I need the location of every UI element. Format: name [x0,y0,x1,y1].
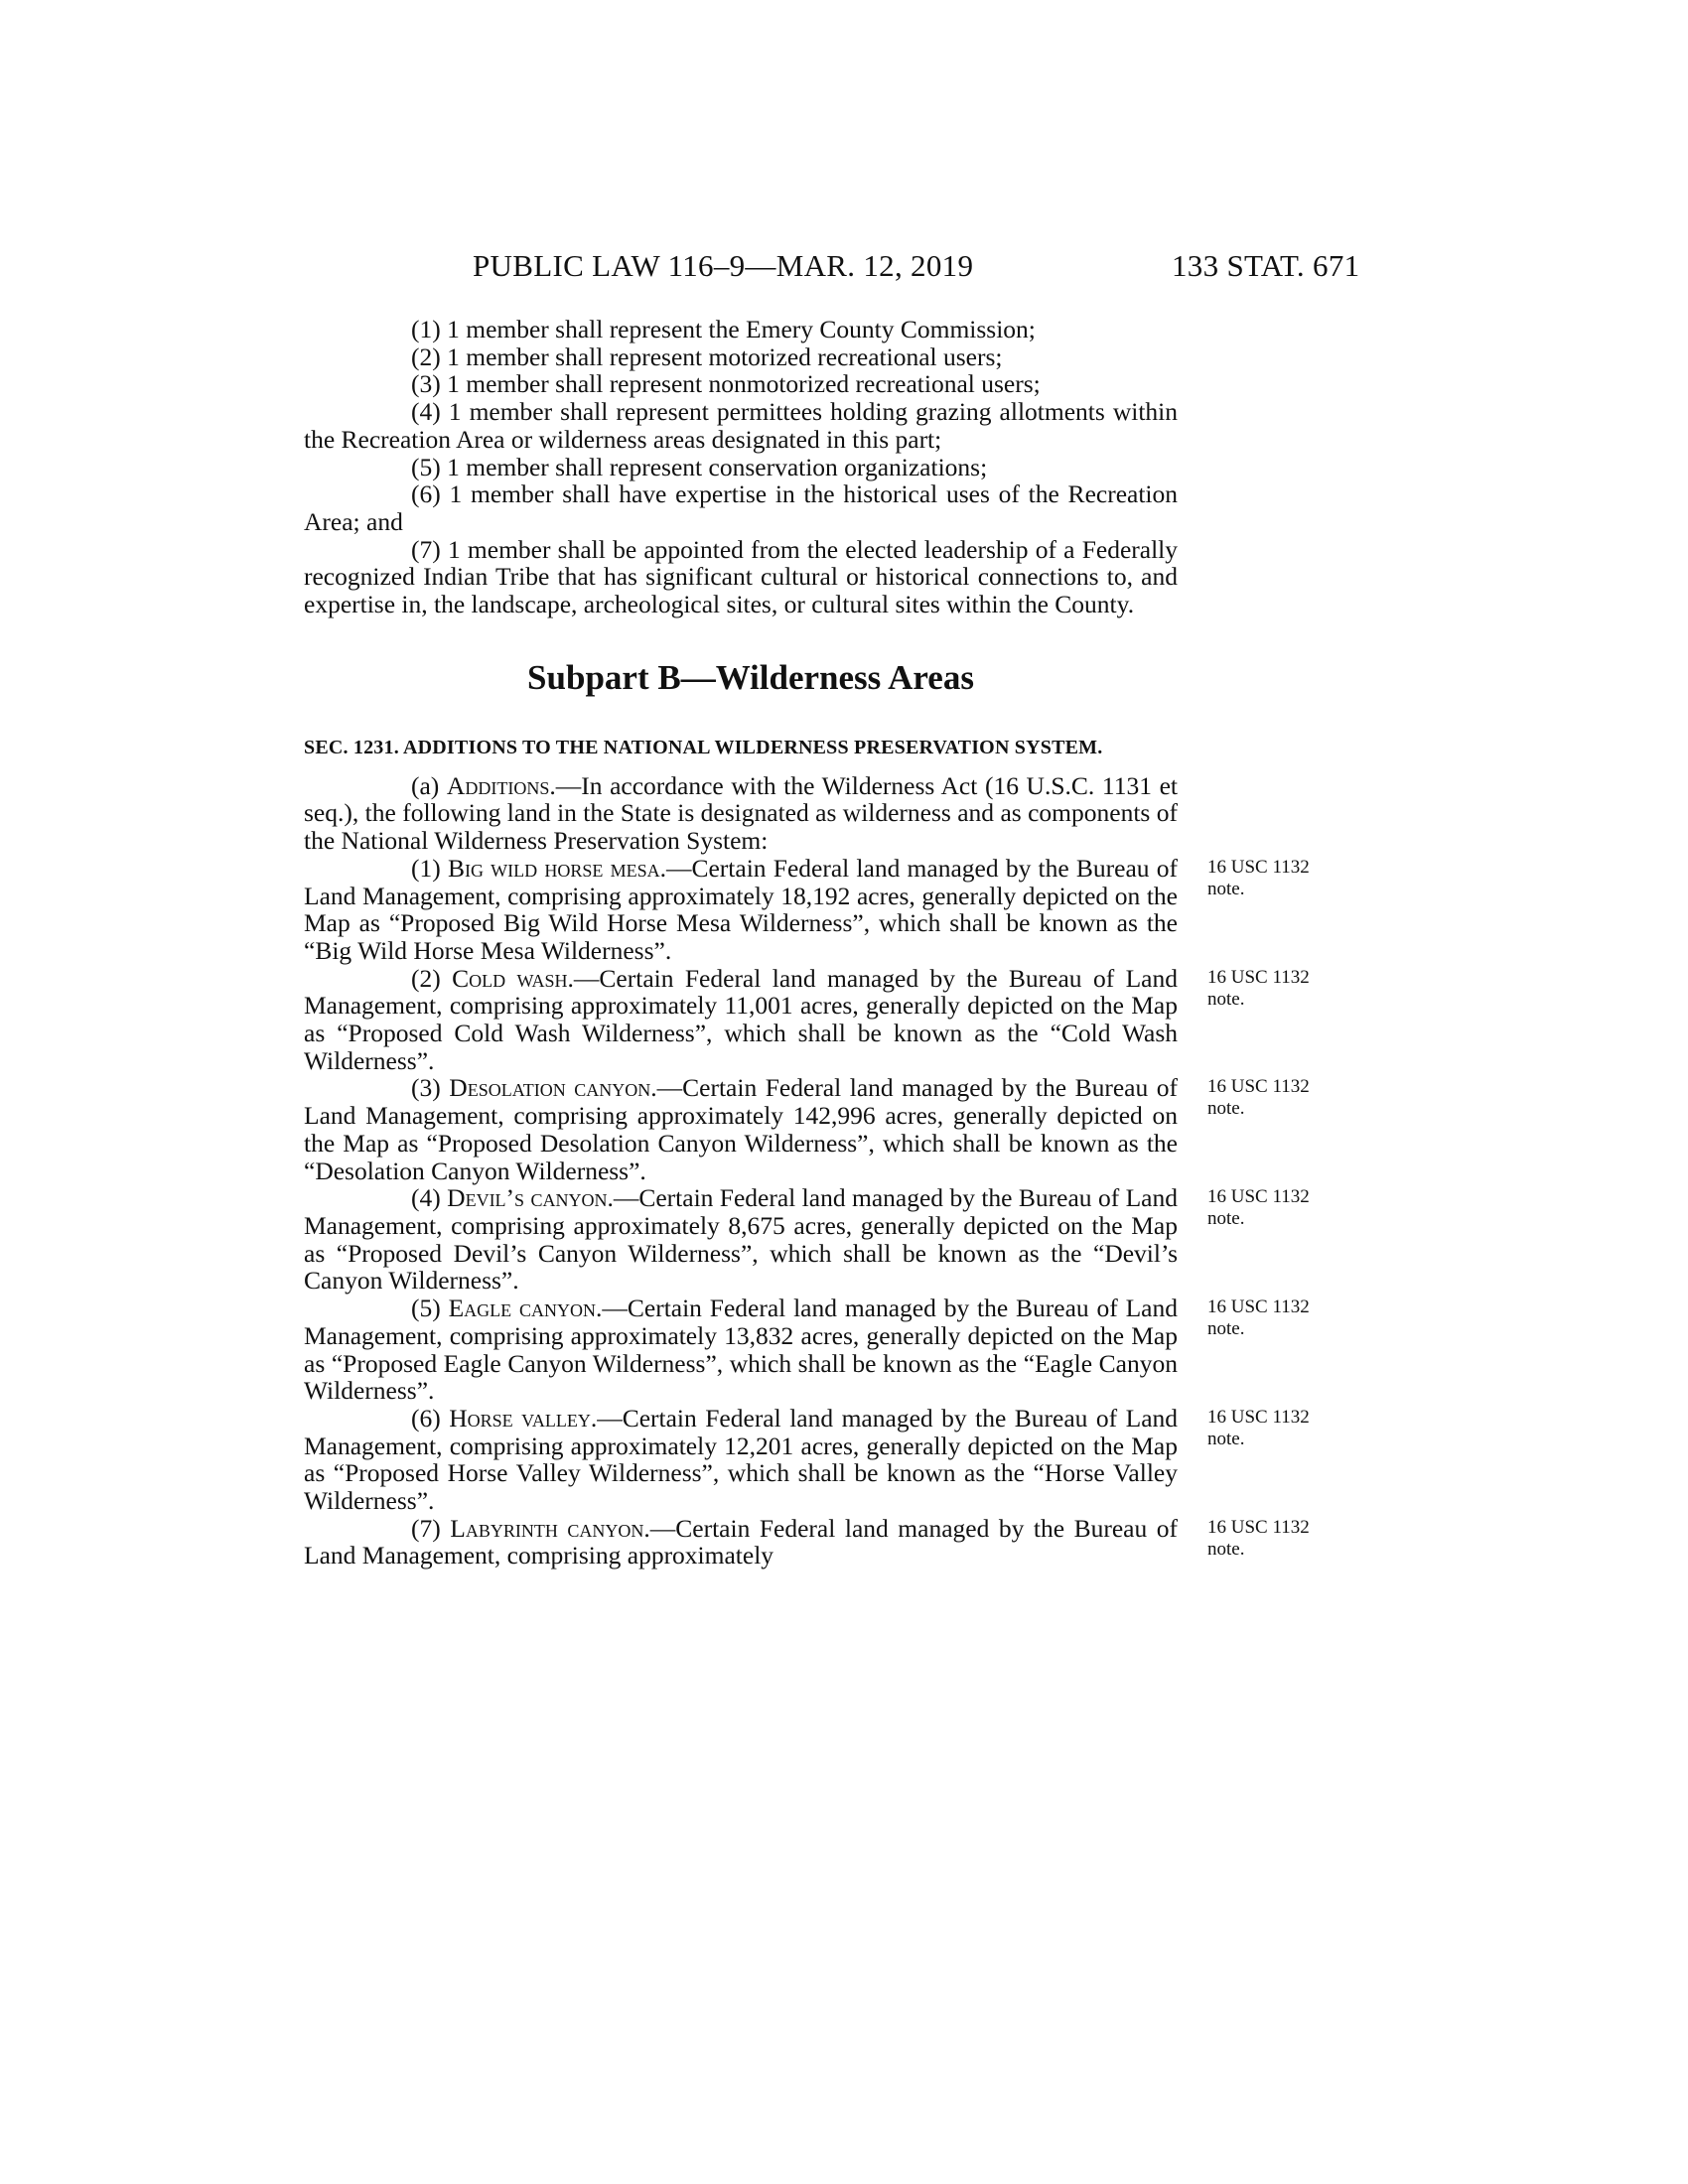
wilderness-item-2 [304,963,1310,1075]
margin-note: 16 USC 1132 note. [1207,1406,1310,1449]
subsection-a [304,772,1178,855]
item-number: (4) [411,1183,448,1213]
member-item-5: (5) 1 member shall represent conservation organizations; [411,452,988,481]
item-number: (2) [411,963,453,993]
item-name: Horse valley [449,1403,591,1433]
item-text: .—Certain Federal land managed by the Bureau of Land Management, comprising approximately 12,201 acres, generally depicted on the Map as “Proposed Horse Valley Wilderness”, which shall be known as the “Horse Valley Wilderness”. [304,1403,1179,1516]
margin-note: 16 USC 1132 note. [1207,1186,1310,1230]
margin-note: 16 USC 1132 note. [1207,1516,1310,1560]
wilderness-item-4 [304,1183,1310,1296]
document-body [304,315,1310,1570]
item-number: (5) [411,1294,449,1323]
member-item-3: (3) 1 member shall represent nonmotorized recreational users; [411,369,1041,399]
subsection-a-text: .—In accordance with the Wilderness Act (16 U.S.C. 1131 et seq.), the following land in the State is designated as wilderness and as components of the National Wilderness Preservation System: [304,770,1178,856]
margin-note: 16 USC 1132 note. [1207,1076,1310,1120]
item-text: .—Certain Federal land managed by the Bureau of Land Management, comprising approximately [304,1513,1178,1570]
item-name: Devil’s canyon [447,1183,608,1213]
item-number: (6) [411,1403,450,1433]
item-name: Cold wash [452,963,568,993]
wilderness-item-6 [304,1403,1310,1516]
item-text: .—Certain Federal land managed by the Bureau of Land Management, comprising approximately 8,675 acres, generally depicted on the Map as “Proposed Devil’s Canyon Wilderness”, which shall be known as the “Devil’s Canyon Wilderness”. [304,1183,1179,1296]
item-name: Eagle canyon [448,1294,596,1323]
margin-note: 16 USC 1132 note. [1207,966,1310,1010]
margin-note: 16 USC 1132 note. [1207,856,1310,899]
item-text: .—Certain Federal land managed by the Bureau of Land Management, comprising approximately 13,832 acres, generally depicted on the Map as “Proposed Eagle Canyon Wilderness”, which shall be known as the “Eagle Canyon Wilderness”. [304,1294,1178,1406]
member-item-1: (1) 1 member shall represent the Emery County Commission; [411,315,1036,343]
section-heading: SEC. 1231. ADDITIONS TO THE NATIONAL WILDERNESS PRESERVATION SYSTEM. [304,736,1103,758]
wilderness-item-3 [304,1073,1310,1185]
member-item-2: (2) 1 member shall represent motorized recreational users; [411,341,1003,371]
item-name: Desolation canyon [449,1073,651,1103]
margin-note: 16 USC 1132 note. [1207,1297,1310,1340]
item-name: Labyrinth canyon [450,1513,644,1543]
member-item-6: (6) 1 member shall have expertise in the historical uses of the Recreation Area; and [304,479,1178,536]
item-number: (3) [411,1073,450,1103]
subsection-a-label: (a) [411,770,447,800]
subpart-heading: Subpart B—Wilderness Areas [527,657,974,697]
subsection-a-caption: Additions [446,770,550,800]
wilderness-item-5 [304,1294,1310,1406]
page-header [0,248,1688,288]
wilderness-item-1 [304,853,1310,965]
item-text: .—Certain Federal land managed by the Bureau of Land Management, comprising approximately 11,001 acres, generally depicted on the Map as “Proposed Cold Wash Wilderness”, which shall be known as the “Cold Wash Wilderness”. [304,963,1178,1075]
item-text: .—Certain Federal land managed by the Bureau of Land Management, comprising approximately 18,192 acres, generally depicted on the Map as “Proposed Big Wild Horse Mesa Wilderness”, which shall be known as the “Big Wild Horse Mesa Wilderness”. [304,853,1178,965]
member-item-7: (7) 1 member shall be appointed from the elected leadership of a Federally recognized Indian Tribe that has significant cultural or historical connections to, and expertise in, the landscape, archeological sites, or cultural sites within the County. [304,534,1178,619]
item-text: .—Certain Federal land managed by the Bureau of Land Management, comprising approximately 142,996 acres, generally depicted on the Map as “Proposed Desolation Canyon Wilderness”, which shall be known as the “Desolation Canyon Wilderness”. [304,1073,1178,1185]
header-title: PUBLIC LAW 116–9—MAR. 12, 2019 [473,248,974,283]
item-name: Big wild horse mesa [447,853,660,883]
wilderness-item-7 [304,1513,1310,1570]
header-stat-citation: 133 STAT. 671 [1172,248,1360,283]
item-number: (7) [411,1513,451,1543]
item-number: (1) [411,853,448,883]
member-item-4: (4) 1 member shall represent permittees holding grazing allotments within the Recreation Area or wilderness areas designated in this part; [304,397,1178,454]
